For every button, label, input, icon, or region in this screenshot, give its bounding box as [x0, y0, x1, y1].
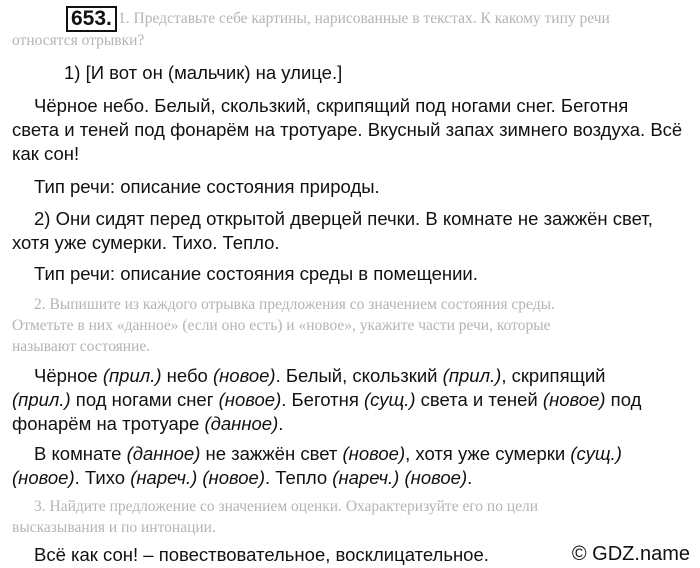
annotation: (данное) [126, 443, 201, 464]
annotation: (прил.) [12, 389, 71, 410]
excerpt2-text-line2: хотя уже сумерки. Тихо. Тепло. [12, 232, 280, 253]
task2-line2: Отметьте в них «данное» (если оно есть) и «новое», укажите части речи, которые [12, 317, 551, 334]
annotation: (новое) [404, 467, 468, 488]
excerpt1-text-line2: света и теней под фонарём на тротуаре. Вкусный запах зимнего воздуха. Всё [12, 119, 683, 140]
analysis1-line3 [12, 413, 283, 435]
analysis2-line1 [34, 443, 622, 465]
annotation: (нареч.) [130, 467, 198, 488]
analysis1-line1 [34, 365, 605, 387]
annotation: (новое) [212, 365, 276, 386]
excerpt1-text-line3: как сон! [12, 143, 80, 164]
task2-line3: называют состояние. [12, 338, 151, 355]
text-segment: В комнате [34, 443, 127, 464]
annotation: (новое) [202, 467, 266, 488]
annotation: (прил.) [442, 365, 502, 386]
annotation: (новое) [12, 467, 75, 488]
task2-line1: 2. Выпишите из каждого отрывка предложения со значением состояния среды. [34, 296, 555, 313]
text-segment: под ногами снег [70, 389, 219, 410]
annotation: (новое) [342, 443, 406, 464]
analysis1-line2 [12, 389, 641, 411]
annotation: (новое) [218, 389, 282, 410]
annotation: (данное) [204, 413, 279, 434]
text-segment: фонарём на тротуаре [12, 413, 205, 434]
excerpt1-text-line1: Чёрное небо. Белый, скользкий, скрипящий под ногами снег. Беготня [34, 95, 629, 116]
excerpt1-answer: Тип речи: описание состояния природы. [34, 176, 380, 197]
text-segment: , скрипящий [501, 365, 606, 386]
annotation: (сущ.) [364, 389, 416, 410]
text-segment: не зажжён свет [200, 443, 343, 464]
text-segment: света и теней [415, 389, 543, 410]
text-segment: . Беготня [281, 389, 365, 410]
annotation: (нареч.) [332, 467, 400, 488]
text-segment: Чёрное [34, 365, 103, 386]
excerpt1-heading: 1) [И вот он (мальчик) на улице.] [64, 62, 343, 83]
text-segment: . [278, 413, 284, 434]
text-segment: . Тихо [74, 467, 131, 488]
text-segment: . Белый, скользкий [275, 365, 443, 386]
excerpt2-answer: Тип речи: описание состояния среды в помещении. [34, 263, 478, 284]
task1-line2: относятся отрывки? [12, 32, 145, 49]
text-segment: под [605, 389, 642, 410]
annotation: (прил.) [102, 365, 162, 386]
task3-line2: высказывания и по интонации. [12, 519, 216, 536]
annotation: (сущ.) [570, 443, 622, 464]
excerpt2-text-line1: 2) Они сидят перед открытой дверцей печки. В комнате не зажжён свет, [34, 208, 653, 229]
annotation: (новое) [542, 389, 606, 410]
text-segment: , хотя уже сумерки [405, 443, 571, 464]
task3-line1: 3. Найдите предложение со значением оценки. Охарактеризуйте его по цели [34, 498, 539, 515]
watermark: © GDZ.name [571, 543, 690, 565]
exercise-number: 653. [66, 6, 117, 32]
task1-line1: 1. Представьте себе картины, нарисованные в текстах. К какому типу речи [118, 10, 610, 27]
text-segment: небо [161, 365, 213, 386]
text-segment: . [467, 467, 473, 488]
final-answer: Всё как сон! – повествовательное, восклицательное. [34, 544, 489, 565]
analysis2-line2 [12, 467, 472, 489]
text-segment: . Тепло [265, 467, 333, 488]
